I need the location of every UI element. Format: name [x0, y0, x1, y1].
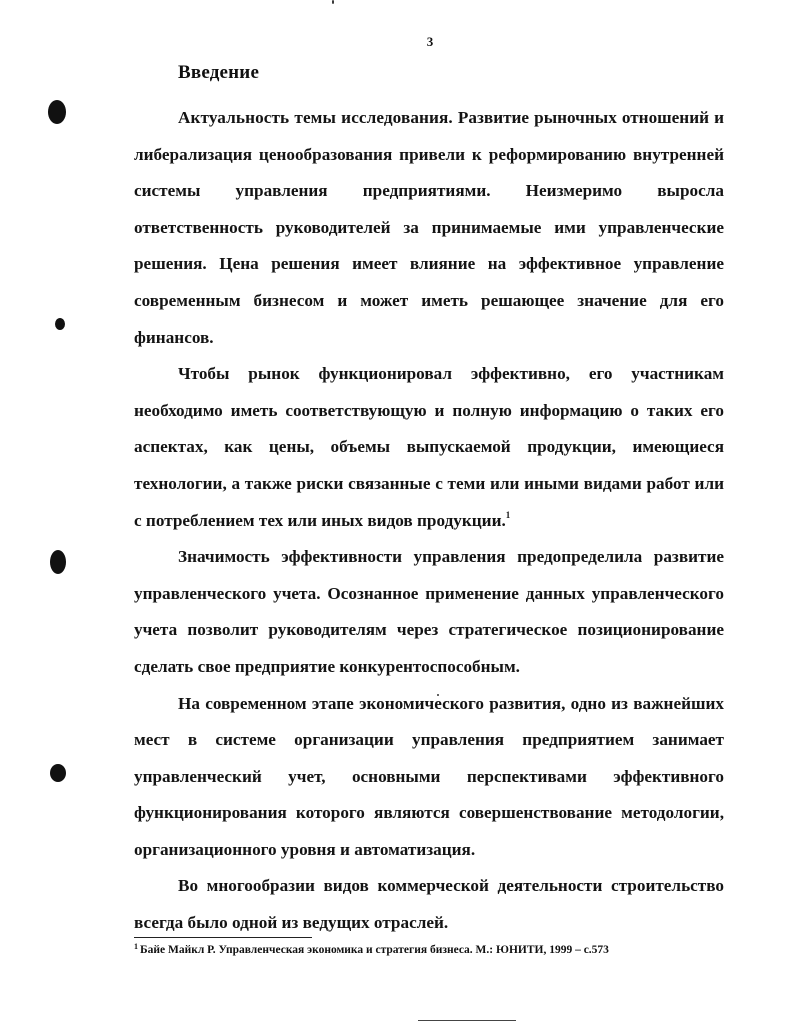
footnote-text: Байе Майкл Р. Управленческая экономика и стратегия бизнеса. М.: ЮНИТИ, 1999 – с.573	[140, 944, 609, 956]
footnote-reference[interactable]: 1	[505, 509, 511, 520]
footnote	[134, 944, 694, 956]
binder-hole-mark	[55, 318, 65, 330]
paragraph	[134, 686, 724, 869]
section-heading: Введение	[178, 62, 260, 83]
paragraph-text: Чтобы рынок функционировал эффективно, его участникам необходимо иметь соответствующую и полную информацию о таких его аспектах, как цены, объемы выпускаемой продукции, имеющиеся технологии, а также риски связанные с теми или иными видами работ или с потреблением тех или иных видов продукции.	[134, 364, 724, 530]
paragraph-text: Во многообразии видов коммерческой деятельности строительство всегда было одной из ведущих отраслей.	[134, 876, 724, 933]
paragraph	[134, 356, 724, 539]
paragraph	[134, 539, 724, 685]
binder-hole-mark	[50, 550, 66, 574]
bottom-divider	[418, 1020, 516, 1021]
scan-speck	[332, 0, 334, 4]
paragraph	[134, 868, 724, 941]
paragraph-text: Развитие рыночных отношений и либерализация ценообразования привели к реформированию внутренней системы управления предприятиями. Неизмеримо выросла ответственность руководителей за принимаемые ими управленческие решения. Цена решения имеет влияние на эффективное управление современным бизнесом и может иметь решающее значение для его финансов.	[134, 108, 724, 347]
footnote-marker: 1	[134, 942, 138, 951]
binder-hole-mark	[50, 764, 66, 782]
paragraph-text: На современном этапе экономического развития, одно из важнейших мест в системе организации управления предприятием занимает управленческий учет, основными перспективами эффективного функционирования которого являются совершенствование методологии, организационного уровня и автоматизация.	[134, 693, 724, 859]
paragraph	[134, 100, 724, 356]
page-number: 3	[426, 34, 434, 49]
body-text	[134, 100, 724, 942]
binder-hole-mark	[48, 100, 66, 124]
paragraph-lead: Актуальность темы исследования.	[178, 108, 453, 127]
paragraph-text: Значимость эффективности управления предопределила развитие управленческого учета. Осознанное применение данных управленческого учета позволит руководителям через стратегическое позиционирование сделать свое предприятие конкурентоспособным.	[134, 547, 724, 676]
footnote-divider	[134, 937, 312, 938]
